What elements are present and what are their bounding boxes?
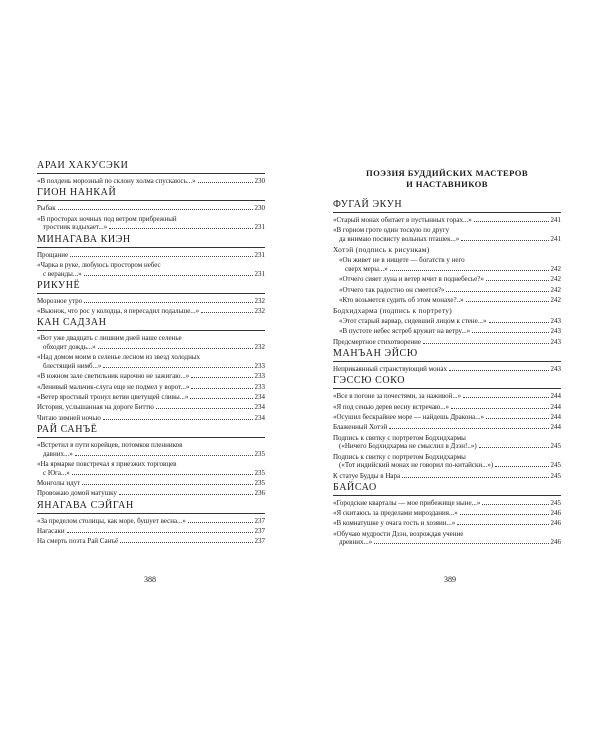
- entry-title-line: Рыбак: [37, 204, 56, 213]
- toc-entry: [333, 286, 561, 295]
- entry-title-line: Подпись к свитку с портретом Бодхидхармы: [333, 452, 466, 461]
- entry-page-number: 232: [254, 343, 265, 352]
- dot-leader: [479, 447, 549, 448]
- entry-page-number: 235: [254, 449, 265, 458]
- toc-entry: [37, 297, 265, 306]
- entry-page-number: 232: [254, 296, 265, 305]
- entry-title-line: да внимаю посвисту вольных пташек...»: [339, 235, 460, 243]
- entry-title-line: «Он живет не в нищете — богатств у него: [339, 256, 465, 265]
- toc-entry: [333, 392, 561, 401]
- toc-entry: [333, 327, 561, 336]
- entry-title-line: На смерть поэта Рай Санъё: [37, 537, 119, 546]
- toc-entry: [333, 226, 561, 243]
- entry-title-line: «Отчего так радостно он смеется?»: [339, 285, 445, 294]
- entry-row: [37, 383, 265, 392]
- entry-row: [333, 413, 561, 422]
- toc-entry: [37, 334, 265, 351]
- entry-row: [37, 393, 265, 402]
- entry-title-line: Подпись к свитку с портретом Бодхидхармы: [333, 433, 466, 442]
- entry-row: [333, 519, 561, 528]
- entry-row: [37, 223, 265, 232]
- entry-title-line: «Старый монах обитает в пустынных горах...»: [333, 216, 472, 224]
- toc-entry: [333, 413, 561, 422]
- entry-title-line: «Осушил бескрайнее море — найдешь Дракона...»: [333, 412, 484, 421]
- entry-title-line: Прощание: [37, 250, 69, 259]
- entry-title-line: «Чарка в руке, любуюсь простором небес: [37, 260, 161, 269]
- dot-leader: [190, 398, 252, 399]
- dot-leader: [402, 477, 548, 478]
- entry-row: [339, 265, 561, 274]
- entry-title-line: обходит дождь...»: [43, 343, 96, 352]
- entry-title-line: «Обучаю мудрости Дзэн, возрождая учение: [333, 529, 464, 538]
- dot-leader: [489, 322, 549, 323]
- entry-title-line: «В полдень морозный по склону холма спускаюсь...»: [37, 177, 196, 185]
- dot-leader: [449, 370, 549, 371]
- entry-row: [37, 517, 265, 526]
- entry-row: [333, 235, 561, 244]
- entry-title-line: История, услышанная на дороге Биттю: [37, 403, 154, 412]
- entry-page-number: 246: [550, 519, 561, 528]
- entry-row: [339, 296, 561, 305]
- dot-leader: [84, 275, 253, 276]
- right-sections: [333, 199, 561, 547]
- entry-title-line: «Я скитаюсь за пределами мироздания...»: [333, 509, 458, 518]
- left-contents-column: [37, 160, 265, 547]
- entry-title-line: («Ничего Бодхидхарма не смыслил в Дзэн!..»): [339, 442, 477, 451]
- entry-title-line: Предсмертное стихотворение: [333, 337, 422, 346]
- entry-page-number: 243: [550, 317, 561, 326]
- toc-entry: [333, 216, 561, 225]
- entry-row: [37, 450, 265, 459]
- toc-entry: [37, 251, 265, 260]
- entry-row: [37, 489, 265, 498]
- subsection-heading: Хотэй (подпись к рисункам): [333, 245, 430, 255]
- entry-row: [333, 442, 561, 451]
- author-heading: ГИОН НАНКАЙ: [37, 187, 265, 201]
- toc-entry: [333, 472, 561, 481]
- chapter-heading-line2: И НАСТАВНИКОВ: [406, 179, 488, 189]
- entry-title-line: «Вьюнок, что рос у колодца, я пересадил подальше...»: [37, 307, 200, 316]
- toc-entry: [333, 256, 561, 273]
- entry-row: [37, 403, 265, 412]
- dot-leader: [472, 332, 548, 333]
- author-heading: БАЙСАО: [333, 482, 561, 496]
- left-page-number: 388: [144, 575, 156, 584]
- entry-row: [339, 317, 561, 326]
- entry-page-number: 243: [550, 337, 561, 346]
- right-page: [300, 0, 600, 750]
- entry-row: [333, 509, 561, 518]
- entry-row: [37, 469, 265, 478]
- entry-page-number: 243: [550, 365, 561, 374]
- toc-entry: [37, 261, 265, 278]
- entry-title-line: «Ленивый мальчик-слуга еще не подмел у ворот...»: [37, 382, 190, 391]
- author-heading: АРАИ ХАКУСЭКИ: [37, 160, 265, 174]
- entry-row: [37, 414, 265, 423]
- dot-leader: [198, 182, 253, 183]
- right-contents-column: [333, 168, 561, 549]
- toc-entry: [333, 403, 561, 412]
- dot-leader: [119, 494, 253, 495]
- toc-entry: [37, 204, 265, 213]
- entry-row: [333, 461, 561, 470]
- entry-row: [37, 177, 265, 186]
- dot-leader: [84, 302, 252, 303]
- dot-leader: [389, 428, 548, 429]
- entry-page-number: 233: [254, 382, 265, 391]
- toc-entry: [333, 275, 561, 284]
- entry-title-line: «В просторах ночных под ветром прибрежный: [37, 214, 177, 223]
- toc-entry: [37, 353, 265, 370]
- dot-leader: [188, 522, 253, 523]
- dot-leader: [461, 240, 548, 241]
- entry-title-line: с Юга...»: [43, 468, 70, 477]
- dot-leader: [423, 343, 548, 344]
- toc-entry: [333, 530, 561, 547]
- toc-entry: [333, 365, 561, 374]
- subsection-heading: Бодхидхарма (подпись к портрету): [333, 306, 453, 316]
- entry-row: [37, 527, 265, 536]
- dot-leader: [201, 312, 252, 313]
- author-heading: РИКУНЁ: [37, 280, 265, 294]
- entry-title-line: Морозное утро: [37, 296, 83, 305]
- entry-page-number: 245: [550, 471, 561, 480]
- toc-entry: [37, 441, 265, 458]
- entry-row: [339, 275, 561, 284]
- entry-page-number: 236: [254, 489, 265, 498]
- entry-page-number: 244: [550, 423, 561, 432]
- dot-leader: [486, 418, 549, 419]
- author-heading: ФУГАЙ ЭКУН: [333, 199, 561, 213]
- entry-row: [333, 472, 561, 481]
- entry-title-line: «В комнатушке у очага гость и хозяин...»: [333, 519, 456, 528]
- chapter-heading-line1: ПОЭЗИЯ БУДДИЙСКИХ МАСТЕРОВ: [366, 168, 528, 178]
- entry-page-number: 233: [254, 362, 265, 371]
- entry-page-number: 230: [254, 177, 265, 185]
- entry-title-line: «Над домом моим в селенье лесном из звезд холодных: [37, 353, 201, 362]
- dot-leader: [109, 228, 252, 229]
- entry-page-number: 234: [254, 393, 265, 402]
- dot-leader: [58, 209, 253, 210]
- dot-leader: [82, 484, 252, 485]
- dot-leader: [75, 455, 253, 456]
- entry-page-number: 237: [254, 526, 265, 535]
- dot-leader: [72, 474, 253, 475]
- entry-title-line: «Отчего сияет луна и ветер мчит в поднебесье?»: [339, 275, 484, 284]
- entry-page-number: 245: [550, 442, 561, 451]
- entry-title-line: Неприкаянный странствующий монах: [333, 365, 447, 374]
- entry-page-number: 231: [254, 269, 265, 278]
- entry-page-number: 246: [550, 538, 561, 547]
- entry-row: [37, 537, 265, 546]
- toc-entry: [37, 414, 265, 423]
- entry-title-line: «Кто возьмется судить об этом монахе?..»: [339, 295, 464, 304]
- toc-entry: [37, 177, 265, 186]
- toc-entry: [37, 517, 265, 526]
- entry-title-line: блестящий нимб...»: [43, 362, 102, 371]
- toc-entry: [37, 383, 265, 392]
- entry-page-number: 241: [550, 235, 561, 243]
- entry-page-number: 244: [550, 412, 561, 421]
- dot-leader: [451, 408, 548, 409]
- entry-page-number: 231: [254, 223, 265, 232]
- toc-entry: [333, 317, 561, 326]
- entry-row: [333, 338, 561, 347]
- entry-title-line: «Этот старый варвар, сидевший лицом к стене...»: [339, 317, 487, 326]
- entry-title-line: с веранды...»: [43, 269, 82, 278]
- entry-page-number: 234: [254, 403, 265, 412]
- entry-page-number: 245: [550, 498, 561, 507]
- entry-title-line: Читаю зимней ночью: [37, 413, 101, 422]
- toc-entry: [37, 537, 265, 546]
- entry-row: [333, 216, 561, 225]
- toc-entry: [333, 499, 561, 508]
- dot-leader: [120, 542, 252, 543]
- entry-row: [333, 499, 561, 508]
- entry-title-line: давних...»: [43, 449, 73, 458]
- dot-leader: [103, 367, 252, 368]
- entry-title-line: «Встретил в пути корейцев, потомков пленников: [37, 440, 183, 449]
- toc-entry: [37, 527, 265, 536]
- toc-entry: [333, 338, 561, 347]
- dot-leader: [460, 514, 549, 515]
- dot-leader: [98, 348, 253, 349]
- entry-row: [37, 204, 265, 213]
- dot-leader: [486, 280, 549, 281]
- toc-entry: [333, 434, 561, 451]
- dot-leader: [482, 504, 548, 505]
- dot-leader: [70, 256, 252, 257]
- dot-leader: [446, 291, 548, 292]
- entry-row: [37, 307, 265, 316]
- author-heading: МАНЪАН ЭЙСЮ: [333, 348, 561, 362]
- entry-page-number: 243: [550, 327, 561, 336]
- entry-row: [37, 343, 265, 352]
- dot-leader: [463, 397, 548, 398]
- entry-title-line: «Городские кварталы — мое прибежище ныне...»: [333, 498, 481, 507]
- entry-title-line: «Ветер яростный тронул ветви цветущей сливы...»: [37, 393, 189, 402]
- entry-title-line: тростник вздыхает...»: [43, 223, 108, 232]
- entry-title-line: К статуе Будды в Нара: [333, 471, 401, 480]
- entry-title-line: сверх меры...»: [345, 265, 388, 273]
- entry-title-line: Провожаю домой матушку: [37, 489, 117, 498]
- entry-row: [37, 479, 265, 488]
- entry-title-line: «В горном гроте один тоскую по другу: [333, 226, 450, 235]
- entry-page-number: 242: [550, 295, 561, 304]
- dot-leader: [466, 301, 549, 302]
- toc-entry: [333, 296, 561, 305]
- entry-row: [37, 251, 265, 260]
- right-page-number: 389: [444, 575, 456, 584]
- toc-entry: [333, 509, 561, 518]
- dot-leader: [390, 270, 549, 271]
- entry-title-line: «На ярмарке повстречал я приезжих торговцев: [37, 459, 177, 468]
- entry-page-number: 244: [550, 402, 561, 411]
- entry-row: [37, 297, 265, 306]
- entry-title-line: «За пределом столицы, как море, бушует весна...»: [37, 516, 186, 525]
- dot-leader: [191, 377, 252, 378]
- entry-title-line: «В южном зале светильник нарочно не зажигаю...»: [37, 372, 190, 381]
- author-heading: КАН САДЗАН: [37, 317, 265, 331]
- toc-entry: [333, 423, 561, 432]
- author-heading: ЯНАГАВА СЭЙГАН: [37, 500, 265, 514]
- entry-title-line: Блаженный Хотэй: [333, 423, 388, 432]
- toc-entry: [333, 453, 561, 470]
- entry-row: [37, 270, 265, 279]
- dot-leader: [495, 466, 548, 467]
- entry-page-number: 246: [550, 509, 561, 518]
- entry-row: [333, 403, 561, 412]
- toc-entry: [37, 372, 265, 381]
- entry-page-number: 233: [254, 372, 265, 381]
- entry-title-line: Нагасаки: [37, 526, 65, 535]
- entry-page-number: 242: [550, 285, 561, 294]
- entry-page-number: 235: [254, 468, 265, 477]
- entry-page-number: 235: [254, 478, 265, 487]
- author-heading: ГЭССЮ СОКО: [333, 375, 561, 389]
- entry-page-number: 244: [550, 392, 561, 401]
- entry-title-line: «В пустоте небес ястреб кружит на ветру...»: [339, 327, 471, 336]
- toc-entry: [37, 403, 265, 412]
- entry-page-number: 231: [254, 250, 265, 259]
- entry-row: [333, 423, 561, 432]
- dot-leader: [457, 524, 548, 525]
- entry-page-number: 241: [550, 216, 561, 224]
- entry-title-line: Монголы идут: [37, 478, 81, 487]
- author-heading: МИНАГАВА КИЭН: [37, 234, 265, 248]
- entry-row: [333, 392, 561, 401]
- entry-title-line: древних...»: [339, 538, 373, 547]
- entry-row: [339, 286, 561, 295]
- dot-leader: [67, 532, 253, 533]
- dot-leader: [474, 221, 549, 222]
- author-heading: РАЙ САНЪЁ: [37, 424, 265, 438]
- toc-entry: [37, 307, 265, 316]
- entry-page-number: 245: [550, 461, 561, 470]
- entry-page-number: 242: [550, 265, 561, 273]
- chapter-heading: [333, 168, 561, 190]
- entry-page-number: 237: [254, 516, 265, 525]
- dot-leader: [374, 543, 548, 544]
- dot-leader: [103, 419, 253, 420]
- entry-title-line: «Вот уже двадцать с лишним дней наше селенье: [37, 334, 182, 343]
- dot-leader: [156, 408, 253, 409]
- entry-page-number: 242: [550, 275, 561, 284]
- entry-row: [333, 365, 561, 374]
- toc-entry: [37, 215, 265, 232]
- toc-entry: [333, 519, 561, 528]
- toc-entry: [37, 479, 265, 488]
- entry-title-line: «Все в погоне за почестями, за наживой...»: [333, 392, 462, 401]
- toc-entry: [37, 489, 265, 498]
- entry-row: [37, 372, 265, 381]
- dot-leader: [191, 388, 252, 389]
- entry-page-number: 232: [254, 307, 265, 316]
- toc-entry: [37, 460, 265, 477]
- entry-page-number: 237: [254, 537, 265, 546]
- entry-title-line: «Я под сенью дерев весну встречаю...»: [333, 402, 450, 411]
- entry-row: [333, 538, 561, 547]
- toc-entry: [37, 393, 265, 402]
- entry-row: [37, 362, 265, 371]
- entry-title-line: («Тот индийский монах не говорил по-китайски...»): [339, 461, 494, 470]
- entry-page-number: 234: [254, 413, 265, 422]
- entry-row: [339, 327, 561, 336]
- entry-page-number: 230: [254, 204, 265, 213]
